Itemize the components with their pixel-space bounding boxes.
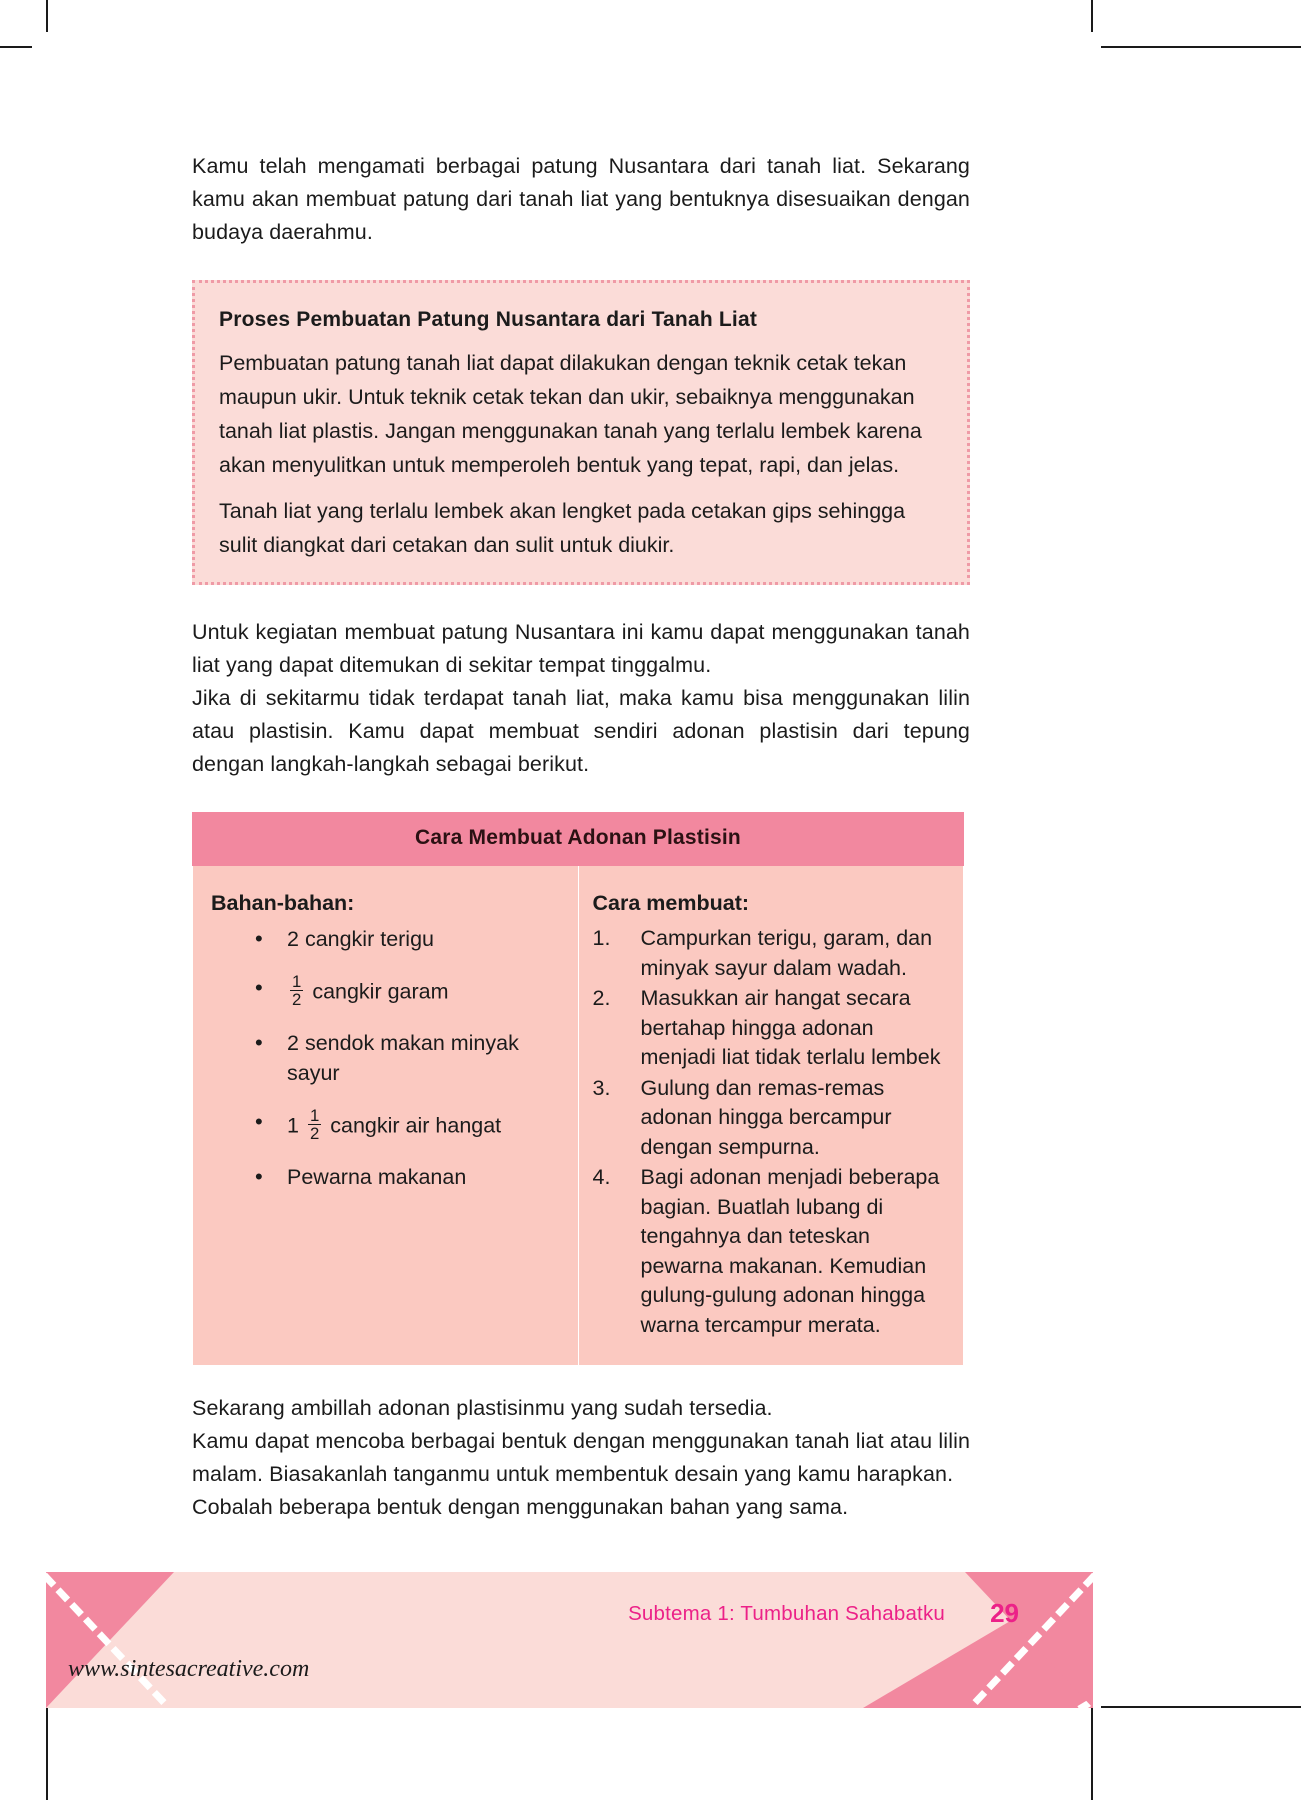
list-item [255,1028,560,1088]
crop-mark-icon [0,46,32,48]
closing-paragraph-1: Sekarang ambillah adonan plastisinmu yang sudah tersedia. [192,1396,773,1420]
page-content [192,150,970,1524]
spacer [192,249,970,280]
spacer [192,585,970,616]
callout-paragraph-1: Pembuatan patung tanah liat dapat dilakukan dengan teknik cetak tekan maupun ukir. Untuk teknik cetak tekan dan ukir, sebaiknya menggunakan tanah liat plastis. Jangan menggunakan tanah yang terlalu lembek karena akan menyulitkan untuk memperoleh bentuk yang tepat, rapi, dan jelas. [219,351,922,477]
list-item [255,1162,560,1192]
steps-heading: Cara membuat: [592,891,750,915]
ingredient-quantity: 2 [287,927,305,951]
spacer [192,1366,970,1392]
subtema-label: Subtema 1: Tumbuhan Sahabatku [628,1602,945,1625]
list-item: Masukkan air hangat secara bertahap hingga adonan menjadi liat tidak terlalu lembek [640,986,941,1069]
page-number: 29 [990,1598,1019,1628]
fraction [308,1107,321,1143]
table-header-row [193,813,964,866]
callout-title: Proses Pembuatan Patung Nusantara dari Tanah Liat [219,308,758,331]
ingredient-quantity: 1 [287,1113,305,1138]
ingredients-heading: Bahan-bahan: [211,891,355,915]
fraction [290,973,303,1009]
fraction-denominator: 2 [292,990,302,1010]
fraction-numerator: • 1 [292,972,302,991]
closing-paragraph-3: Cobalah beberapa bentuk dengan menggunakan bahan yang sama. [192,1495,849,1519]
list-item: Bagi adonan menjadi beberapa bagian. Buatlah lubang di tengahnya dan teteskan pewarna makanan. Kemudian gulung-gulung adonan hingga warna tercampur merata. [640,1165,940,1337]
callout-box [192,280,970,585]
ingredient-label: sendok makan minyak sayur [287,1030,519,1085]
body-paragraph-1: Untuk kegiatan membuat patung Nusantara ini kamu dapat menggunakan tanah liat yang dapat ditemukan di sekitar tempat tinggalmu. [192,620,970,677]
fraction-denominator: 2 [309,1124,320,1144]
crop-mark-icon [46,0,48,32]
ingredient-label: Pewarna makanan [287,1164,467,1189]
ingredient-label: cangkir air hangat [330,1113,502,1138]
ingredient-quantity: 2 [287,1030,305,1055]
watermark-url: www.sintesacreative.com [68,1656,310,1682]
crop-mark-icon [1091,1700,1093,1800]
ingredient-label: cangkir garam [312,979,449,1004]
table-row [193,866,964,1366]
recipe-table [192,812,964,1366]
body-paragraph-2: Jika di sekitarmu tidak terdapat tanah liat, maka kamu bisa menggunakan lilin atau plastisin. Kamu dapat membuat sendiri adonan plastisin dari tepung dengan langkah-langkah sebagai berikut. [192,686,970,776]
list-item: Campurkan terigu, garam, dan minyak sayur dalam wadah. [640,926,933,980]
steps-cell [578,866,964,1366]
recipe-title: Cara Membuat Adonan Plastisin [193,813,964,866]
closing-paragraph-2: Kamu dapat mencoba berbagai bentuk dengan menggunakan tanah liat atau lilin malam. Biasakanlah tanganmu untuk membentuk desain yang kamu harapkan. [192,1429,970,1486]
callout-paragraph-2: Tanah liat yang terlalu lembek akan lengket pada cetakan gips sehingga sulit diangkat dari cetakan dan sulit untuk diukir. [219,499,906,557]
list-item: Gulung dan remas-remas adonan hingga bercampur dengan sempurna. [640,1075,892,1159]
list-item [255,924,560,954]
crop-mark-icon [1091,0,1093,32]
list-item [255,973,560,1009]
spacer [192,781,970,812]
ingredients-cell [193,866,579,1366]
list-item [255,1107,560,1143]
steps-list [593,924,952,1340]
crop-mark-icon [1101,1706,1301,1708]
fraction-numerator: 1 [309,1105,320,1125]
crop-mark-icon [1101,46,1301,48]
ingredient-label: cangkir terigu [304,927,435,951]
intro-paragraph: Kamu telah mengamati berbagai patung Nusantara dari tanah liat. Sekarang kamu akan membuat patung dari tanah liat yang bentuknya disesuaikan dengan budaya daerahmu. [192,154,970,244]
page-footer [46,1572,1093,1708]
ingredients-list [211,924,560,1192]
